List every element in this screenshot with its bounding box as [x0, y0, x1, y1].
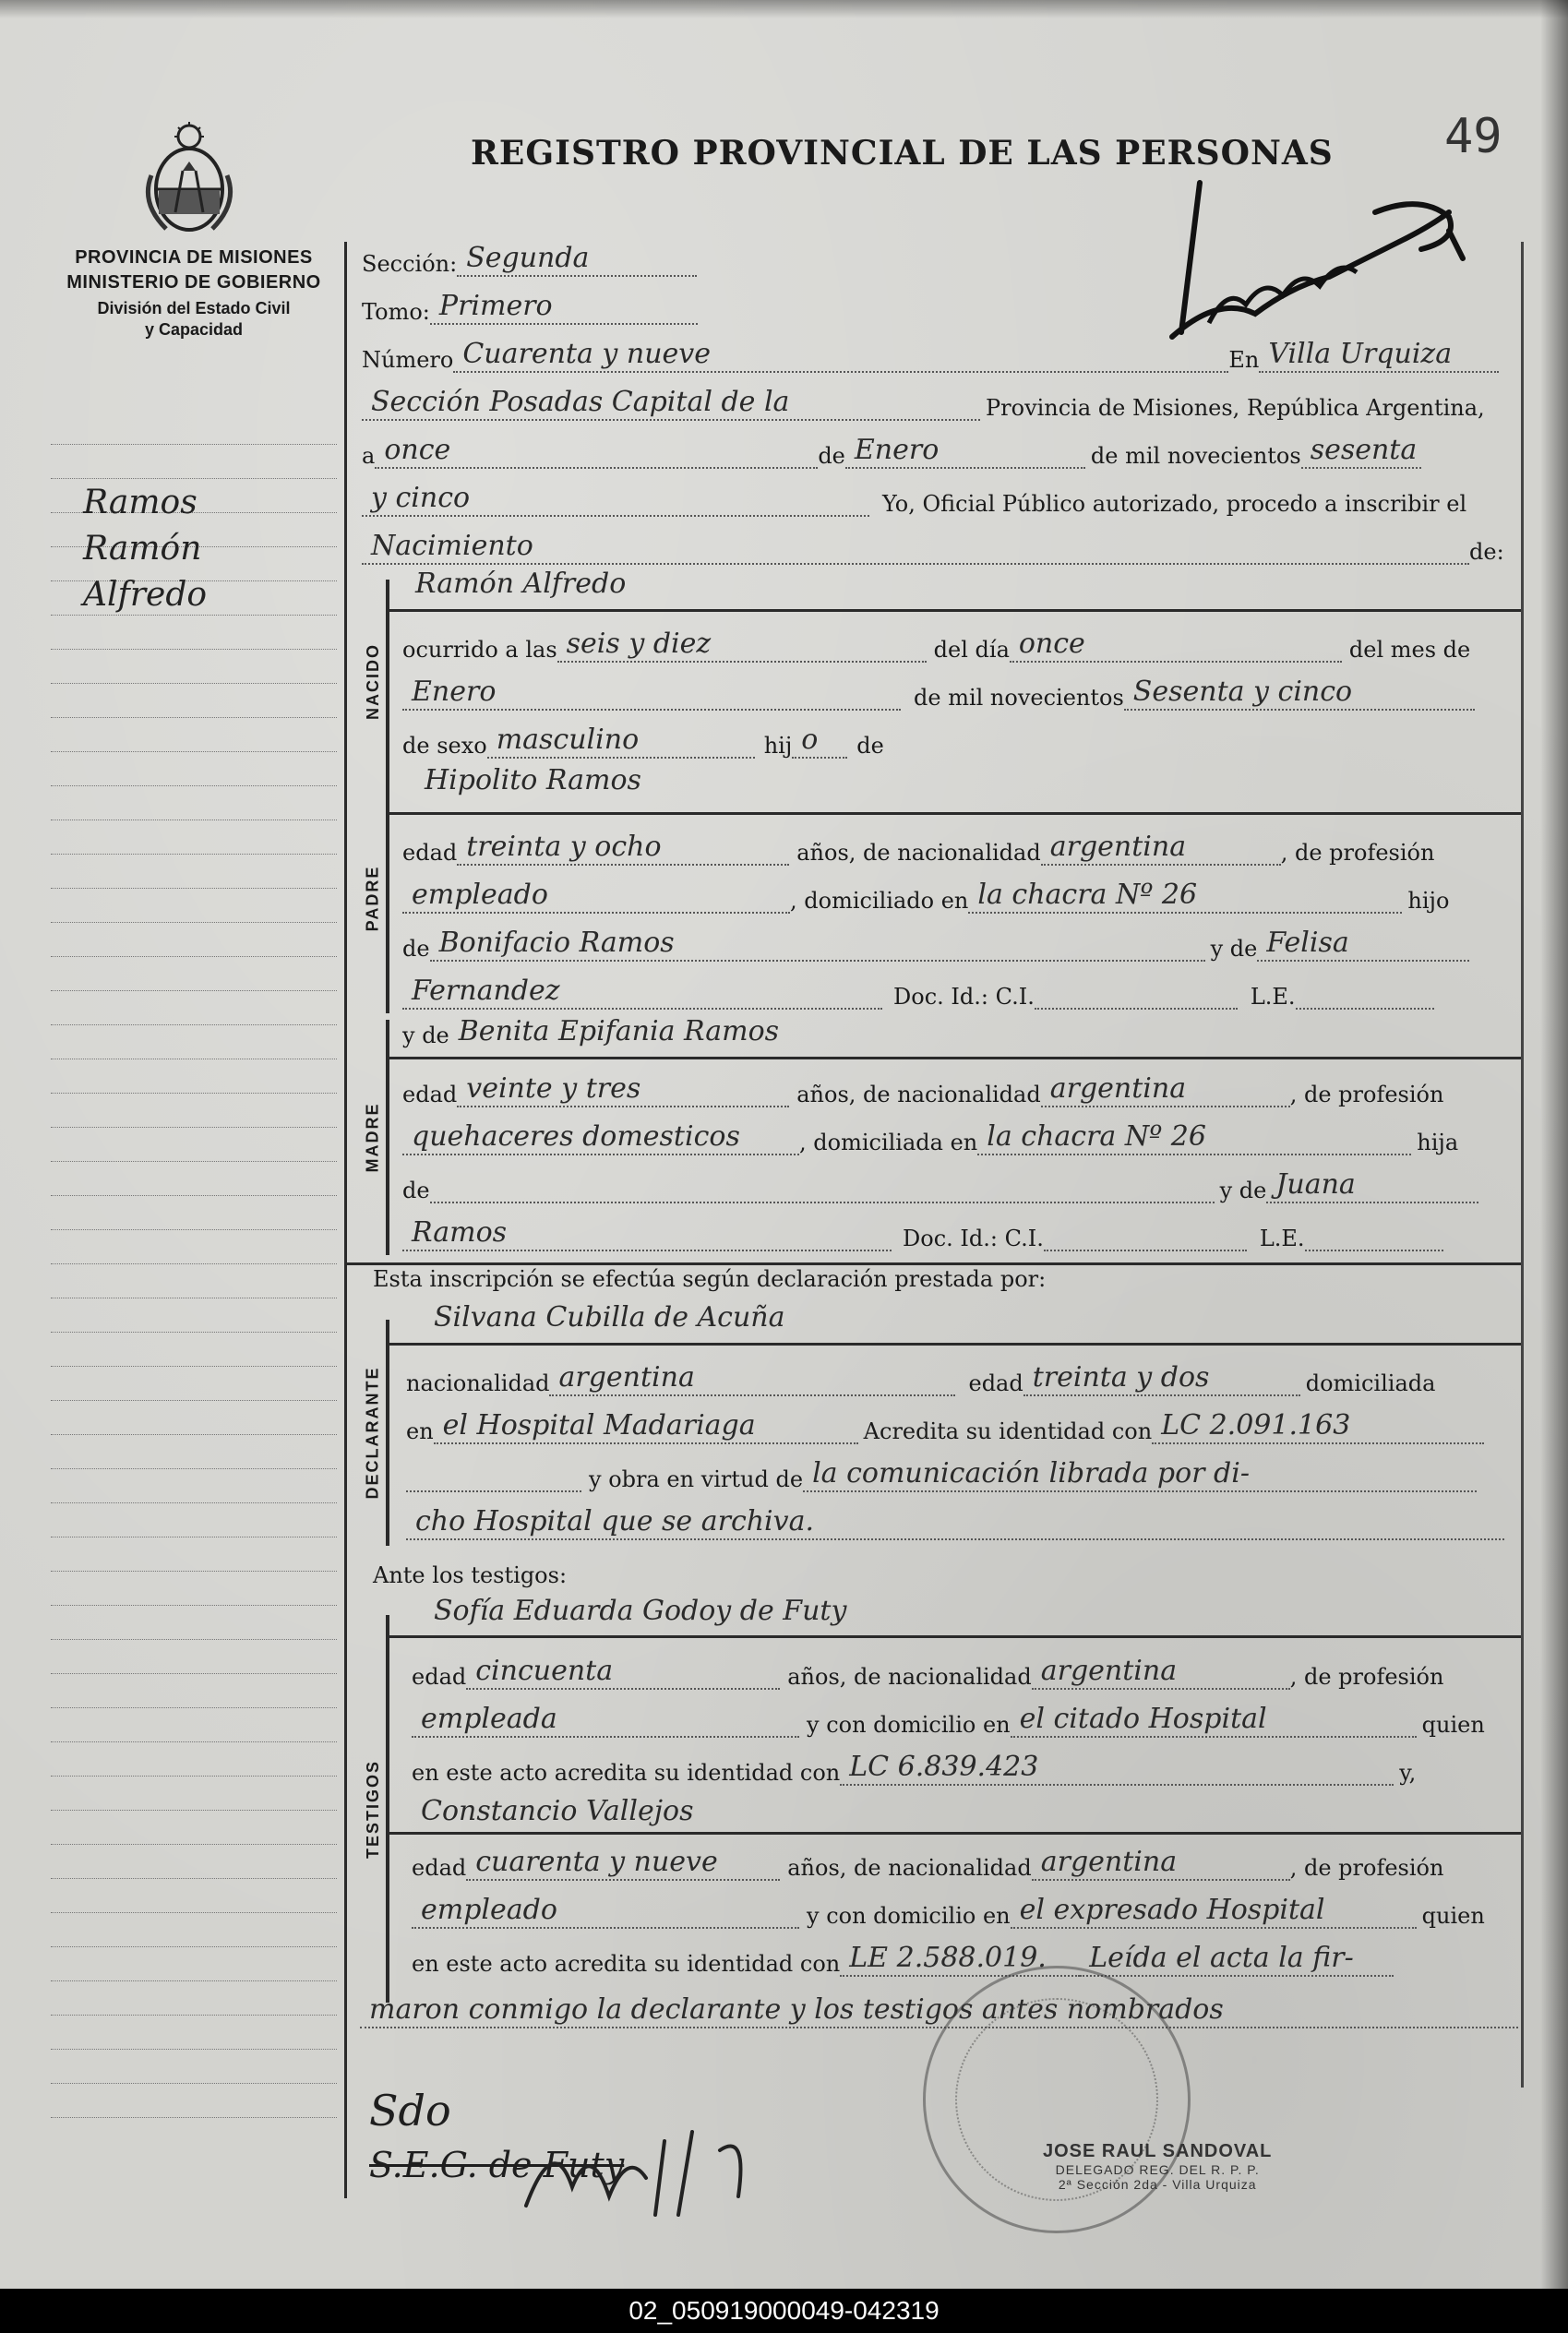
- margin-rule-line: [51, 1708, 337, 1742]
- testigo2-prof-value: empleado: [412, 1894, 799, 1929]
- margin-rule-line: [51, 855, 337, 889]
- margin-rule-line: [51, 411, 337, 445]
- anio-label: de mil novecientos: [914, 685, 1124, 711]
- declarante-nac-label: nacionalidad: [406, 1370, 550, 1396]
- margin-rule-line: [51, 752, 337, 786]
- testigo2-nac-label: años, de nacionalidad: [787, 1855, 1032, 1881]
- margin-rule-line: [51, 1742, 337, 1777]
- margin-rule-line: [51, 1298, 337, 1333]
- testigos-intro-row: [373, 1562, 567, 1588]
- margin-rule-line: [51, 1401, 337, 1435]
- declarante-nac-value: argentina: [549, 1361, 955, 1396]
- margin-note-surname: Ramos: [83, 484, 197, 521]
- margin-rule-line: [51, 1981, 337, 2016]
- sexo-row: [402, 724, 884, 759]
- testigo2-dom-row: [412, 1894, 1485, 1929]
- madre-nac-label: años, de nacionalidad: [796, 1082, 1041, 1107]
- declarante-obra-value: la comunicación librada por di-: [803, 1457, 1477, 1492]
- madre-dom-value: la chacra Nº 26: [977, 1120, 1411, 1155]
- declarante-en-label: en: [406, 1418, 434, 1444]
- margin-rule-line: [51, 1196, 337, 1230]
- page-title: REGISTRO PROVINCIAL DE LAS PERSONAS: [471, 134, 1334, 173]
- testigo1-nac-value: argentina: [1032, 1655, 1290, 1690]
- margin-note-first-name: Ramón: [83, 530, 202, 568]
- margin-rule-line: [51, 1777, 337, 1811]
- testigo2-edad-row: [412, 1846, 1443, 1881]
- margin-rule-line: [51, 684, 337, 718]
- sdo-signature: Sdo: [369, 2086, 451, 2136]
- madre-edad-row: [402, 1072, 1443, 1107]
- month-value: Enero: [845, 434, 1085, 469]
- hora-value: seis y diez: [557, 628, 927, 663]
- province-label: PROVINCIA DE MISIONES: [75, 247, 313, 268]
- testigo1-dom-label: y con domicilio en: [807, 1712, 1011, 1738]
- testigo2-edad-value: cuarenta y nueve: [466, 1846, 780, 1881]
- registrar-office: 2ª Sección 2da - Villa Urquiza: [1058, 2177, 1257, 2192]
- testigo1-name-row: [425, 1595, 1486, 1628]
- testigo2-edad-label: edad: [412, 1855, 467, 1881]
- registrar-title: DELEGADO REG. DEL R. P. P.: [1055, 2162, 1260, 2177]
- margin-rule-line: [51, 2050, 337, 2084]
- testigo2-prof-label: , de profesión: [1289, 1855, 1444, 1881]
- year-value-cont: y cinco: [362, 482, 869, 517]
- padre-dom-label: , domiciliado en: [790, 888, 969, 914]
- testigo2-acredita-label: en este acto acredita su identidad con: [412, 1951, 841, 1977]
- padre-y-de-label: y de: [1210, 936, 1258, 962]
- hij-value: o: [792, 724, 847, 759]
- nacido-name-row: [406, 568, 1495, 601]
- margin-rule-line: [51, 786, 337, 820]
- margin-rule-line: [51, 1845, 337, 1879]
- sexo-value: masculino: [487, 724, 755, 759]
- date-row: [362, 434, 1421, 469]
- margin-rule-line: [51, 1537, 337, 1572]
- division-label: División del Estado Civil: [97, 299, 291, 317]
- day-value: once: [375, 434, 818, 469]
- hij-label: hij: [763, 733, 793, 759]
- padre-tab: PADRE: [363, 865, 382, 931]
- margin-rule-line: [51, 1059, 337, 1094]
- mes-value: Enero: [402, 676, 901, 711]
- declaration-intro: Esta inscripción se efectúa según declaración prestada por:: [373, 1266, 1047, 1292]
- testigo2-name-value: Constancio Vallejos: [421, 1795, 694, 1827]
- declarante-dom-label: domiciliada: [1305, 1370, 1436, 1396]
- madre-le-label: L.E.: [1259, 1226, 1305, 1251]
- testigos-tab: TESTIGOS: [363, 1759, 382, 1859]
- testigo1-edad-label: edad: [412, 1664, 467, 1690]
- declarante-dom-row: [406, 1409, 1484, 1444]
- margin-rule-line: [51, 2016, 337, 2050]
- declarante-name-value: Silvana Cubilla de Acuña: [434, 1301, 785, 1334]
- madre-name-value: Benita Epifania Ramos: [458, 1015, 780, 1047]
- sexo-label: de sexo: [402, 733, 487, 759]
- margin-rule-line: [51, 1606, 337, 1640]
- margin-note-second-name: Alfredo: [83, 576, 208, 614]
- testigo2-name-row: [412, 1795, 1491, 1828]
- madre-mother-value-cont: Ramos: [402, 1216, 892, 1251]
- margin-rule-line: [51, 1674, 337, 1708]
- location-row: [362, 386, 1485, 421]
- testigo1-prof-value: empleada: [412, 1703, 799, 1738]
- margin-rule-line: [51, 820, 337, 855]
- padre-name-row: [415, 764, 1495, 797]
- margin-rule-line: [51, 1264, 337, 1298]
- margin-rule-line: [51, 2084, 337, 2118]
- madre-dom-label: , domiciliada en: [799, 1130, 978, 1155]
- madre-nac-value: argentina: [1041, 1072, 1290, 1107]
- padre-hijo-label: hijo: [1407, 888, 1450, 914]
- margin-rule-line: [51, 1572, 337, 1606]
- madre-y-de-label: y de: [402, 1023, 449, 1048]
- margin-rule-line: [51, 1128, 337, 1162]
- ocurrido-label: ocurrido a las: [402, 637, 557, 663]
- de-label: de: [818, 443, 845, 469]
- declarante-acredita-label: Acredita su identidad con: [863, 1418, 1153, 1444]
- margin-notes-column: [51, 411, 337, 2118]
- testigo1-edad-value: cincuenta: [466, 1655, 780, 1690]
- closing-row: [360, 1993, 1518, 2028]
- padre-edad-label: edad: [402, 840, 458, 866]
- padre-name-value: Hipolito Ramos: [425, 764, 641, 796]
- margin-rule-line: [51, 1503, 337, 1537]
- madre-doc-label: Doc. Id.: C.I.: [903, 1226, 1044, 1251]
- testigo2-acredita-row: [412, 1942, 1394, 1977]
- act-value: Nacimiento: [362, 530, 1469, 565]
- madre-name-row: [402, 1015, 1474, 1048]
- margin-rule-line: [51, 445, 337, 479]
- madre-mother-value: Juana: [1266, 1168, 1478, 1203]
- testigos-intro: Ante los testigos:: [373, 1562, 568, 1588]
- madre-hija-label: hija: [1417, 1130, 1459, 1155]
- margin-rule-line: [51, 1230, 337, 1264]
- declarante-edad-value: treinta y dos: [1023, 1361, 1300, 1396]
- madre-y-de2-label: y de: [1219, 1178, 1267, 1203]
- madre-prof-value: quehaceres domesticos: [402, 1120, 799, 1155]
- madre-tab: MADRE: [363, 1102, 382, 1173]
- nacido-tab: NACIDO: [363, 642, 382, 720]
- margin-rule-line: [51, 1811, 337, 1845]
- coat-of-arms-emblem: [138, 120, 240, 240]
- padre-dom-row: [402, 879, 1449, 914]
- padre-dom-value: la chacra Nº 26: [968, 879, 1402, 914]
- testigo2-doc-value: LE 2.588.019.: [840, 1942, 1080, 1977]
- margin-rule-line: [51, 1913, 337, 1947]
- madre-de-label: de: [402, 1178, 430, 1203]
- testigo1-quien: quien: [1421, 1712, 1485, 1738]
- numero-row: [362, 338, 1499, 373]
- province-text: Provincia de Misiones, República Argentina,: [986, 395, 1485, 421]
- margin-rule-line: [51, 1469, 337, 1503]
- declarante-obra-cont-row: [406, 1505, 1504, 1540]
- madre-parents-row: [402, 1168, 1478, 1203]
- officer-text: Yo, Oficial Público autorizado, procedo a inscribir el: [882, 491, 1467, 517]
- padre-parents-row: [402, 927, 1469, 962]
- de-colon: de:: [1469, 539, 1504, 565]
- testigo1-nac-label: años, de nacionalidad: [787, 1664, 1032, 1690]
- registrar-stamp: [1043, 2141, 1272, 2192]
- nacido-de-label: de: [856, 733, 884, 759]
- margin-rule-line: [51, 1367, 337, 1401]
- padre-doc-label: Doc. Id.: C.I.: [893, 984, 1035, 1010]
- registrar-name: JOSE RAUL SANDOVAL: [1043, 2141, 1273, 2161]
- padre-prof-label: , de profesión: [1280, 840, 1435, 866]
- capacity-label: y Capacidad: [144, 320, 244, 339]
- testigo1-edad-row: [412, 1655, 1443, 1690]
- year-value: sesenta: [1301, 434, 1421, 469]
- margin-rule-line: [51, 1640, 337, 1674]
- seccion-label: Sección:: [362, 251, 458, 277]
- ministry-label: MINISTERIO DE GOBIERNO: [66, 272, 321, 293]
- margin-rule-line: [51, 1025, 337, 1059]
- tomo-row: [362, 290, 698, 325]
- declarante-obra-value-cont: cho Hospital que se archiva.: [406, 1505, 1504, 1540]
- del-dia-label: del día: [933, 637, 1010, 663]
- incorporada-signature: [1144, 175, 1477, 360]
- tomo-value: Primero: [430, 290, 698, 325]
- declarante-tab: DECLARANTE: [363, 1366, 382, 1500]
- scribble-signature: [517, 2113, 794, 2224]
- padre-mother-value: Felisa: [1257, 927, 1469, 962]
- officer-row: [362, 482, 1466, 517]
- testigo1-acredita-label: en este acto acredita su identidad con: [412, 1760, 841, 1786]
- margin-rule-line: [51, 1162, 337, 1196]
- del-mes-label: del mes de: [1348, 637, 1471, 663]
- padre-de-label: de: [402, 936, 430, 962]
- padre-doc-row: [402, 975, 1434, 1010]
- margin-rule-line: [51, 650, 337, 684]
- nacido-month-row: [402, 676, 1475, 711]
- page-number: 49: [1444, 109, 1502, 164]
- margin-rule-line: [51, 957, 337, 991]
- padre-mother-value-cont: Fernandez: [402, 975, 882, 1010]
- dia-value: once: [1010, 628, 1342, 663]
- declarante-obra-row: [406, 1457, 1477, 1492]
- margin-annotations: [83, 480, 207, 618]
- padre-nac-value: argentina: [1041, 831, 1281, 866]
- act-row: [362, 530, 1504, 565]
- en-label: En: [1228, 347, 1260, 373]
- margin-rule-line: [51, 889, 337, 923]
- margin-rule-line: [51, 616, 337, 650]
- margin-rule-line: [51, 1435, 337, 1469]
- margin-rule-line: [51, 1333, 337, 1367]
- ocurrido-row: [402, 628, 1470, 663]
- madre-edad-label: edad: [402, 1082, 458, 1107]
- year-label: de mil novecientos: [1090, 443, 1301, 469]
- padre-nac-label: años, de nacionalidad: [796, 840, 1041, 866]
- testigo1-doc-value: LC 6.839.423: [840, 1751, 1394, 1786]
- a-label: a: [362, 443, 376, 469]
- margin-rule-line: [51, 1879, 337, 1913]
- madre-doc-row: [402, 1216, 1443, 1251]
- padre-edad-row: [402, 831, 1434, 866]
- seccion-row: [362, 242, 697, 277]
- location-value: Sección Posadas Capital de la: [362, 386, 980, 421]
- numero-value: Cuarenta y nueve: [453, 338, 1228, 373]
- padre-edad-value: treinta y ocho: [457, 831, 789, 866]
- testigo2-nac-value: argentina: [1032, 1846, 1290, 1881]
- madre-prof-label: , de profesión: [1289, 1082, 1444, 1107]
- closing-value: maron conmigo la declarante y los testigos antes nombrados: [360, 1993, 1518, 2028]
- padre-prof-value: empleado: [402, 879, 790, 914]
- declarante-edad-label: edad: [968, 1370, 1023, 1396]
- testigo1-name-value: Sofía Eduarda Godoy de Futy: [434, 1595, 847, 1627]
- testigo1-prof-label: , de profesión: [1289, 1664, 1444, 1690]
- witness-signature: S.E.G. de Futy: [369, 2145, 625, 2185]
- margin-rule-line: [51, 718, 337, 752]
- declarante-obra-label: y obra en virtud de: [589, 1466, 804, 1492]
- margin-rule-line: [51, 923, 337, 957]
- numero-label: Número: [362, 347, 454, 373]
- image-code-footer: [0, 2289, 1568, 2333]
- testigo1-dom-value: el citado Hospital: [1011, 1703, 1417, 1738]
- nacido-name-value: Ramón Alfredo: [415, 568, 627, 600]
- en-value: Villa Urquiza: [1259, 338, 1499, 373]
- declarante-nac-row: [406, 1361, 1435, 1396]
- image-code: 02_050919000049-042319: [628, 2296, 940, 2325]
- seccion-value: Segunda: [457, 242, 697, 277]
- margin-rule-line: [51, 1094, 337, 1128]
- testigo2-dom-label: y con domicilio en: [807, 1903, 1011, 1929]
- declarante-name-row: [425, 1301, 1486, 1334]
- padre-le-label: L.E.: [1250, 984, 1296, 1010]
- testigo2-closing: Leída el acta la fir-: [1080, 1942, 1394, 1977]
- testigo1-dom-row: [412, 1703, 1485, 1738]
- testigo1-y: y,: [1399, 1760, 1417, 1786]
- declaration-intro-row: [373, 1266, 1046, 1292]
- madre-edad-value: veinte y tres: [457, 1072, 789, 1107]
- testigo1-acredita-row: [412, 1751, 1416, 1786]
- tomo-label: Tomo:: [362, 299, 430, 325]
- anio-value: Sesenta y cinco: [1124, 676, 1475, 711]
- testigo2-quien: quien: [1421, 1903, 1485, 1929]
- madre-dom-row: [402, 1120, 1458, 1155]
- padre-father-value: Bonifacio Ramos: [430, 927, 1205, 962]
- declarante-doc-value: LC 2.091.163: [1152, 1409, 1484, 1444]
- issuing-office-block: [37, 247, 351, 340]
- declarante-dom-value: el Hospital Madariaga: [434, 1409, 858, 1444]
- testigo2-dom-value: el expresado Hospital: [1011, 1894, 1417, 1929]
- margin-rule-line: [51, 1947, 337, 1981]
- margin-rule-line: [51, 991, 337, 1025]
